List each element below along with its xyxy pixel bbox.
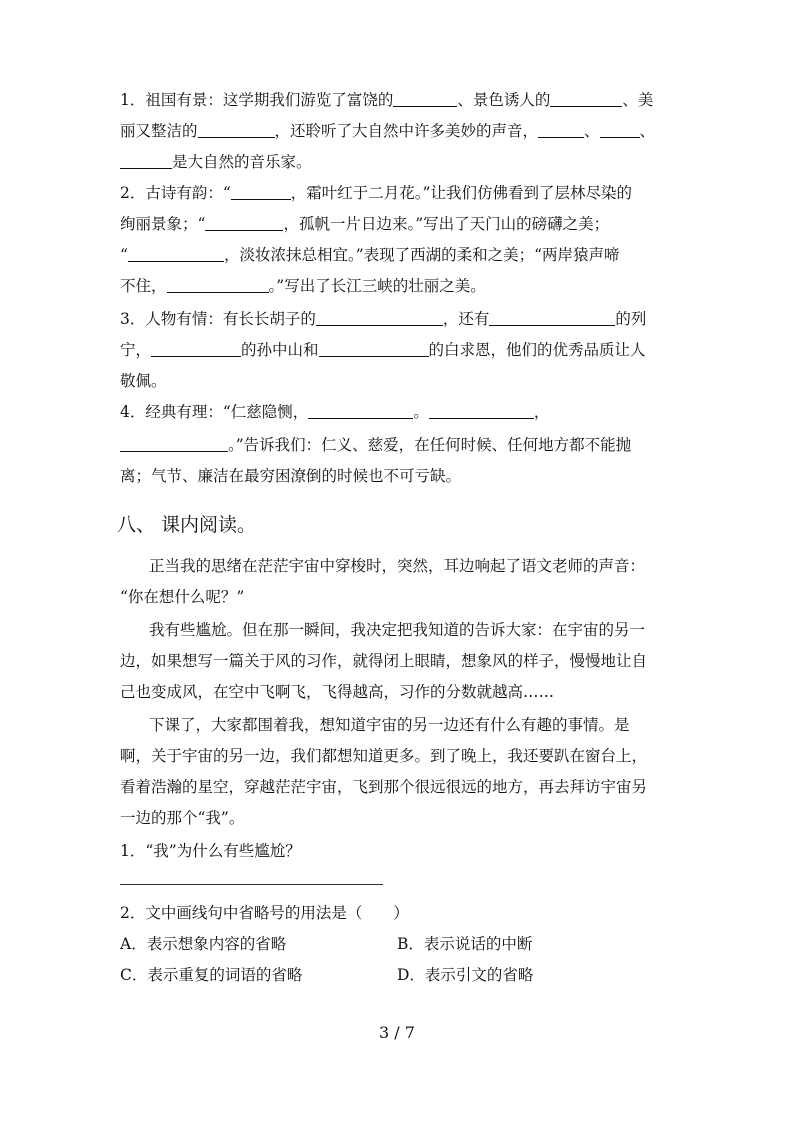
q4-line-2 <box>120 435 631 455</box>
passage-line: 下课了，大家都围着我，想知道宇宙的另一边还有什么有趣的事情。是 <box>149 716 630 734</box>
passage-line: 一边的那个“我”。 <box>120 809 245 827</box>
passage-line: 啊，关于宇宙的另一边，我们都想知道更多。到了晚上，我还要趴在窗台上， <box>120 747 648 765</box>
option-d[interactable]: D．表示引文的省略 <box>397 966 534 984</box>
passage-line: 我有些尴尬。但在那一瞬间，我决定把我知道的告诉大家：在宇宙的另一 <box>149 621 646 639</box>
option-b[interactable]: B．表示说话的中断 <box>397 935 533 953</box>
q2-text: 。”写出了长江三峡的壮丽之美。 <box>268 277 486 295</box>
q3-line-2 <box>120 340 646 360</box>
q2-text: “ <box>120 246 128 264</box>
q4-line-1 <box>120 402 549 422</box>
option-c[interactable]: C．表示重复的词语的省略 <box>120 966 303 984</box>
fill-blank[interactable] <box>600 122 640 138</box>
q1-text: 、美 <box>622 91 654 109</box>
q3-line-1 <box>120 309 646 329</box>
q4-text: ， <box>533 403 550 421</box>
q1-line-3 <box>120 152 312 172</box>
q4-text: 离；气节、廉洁在最穷困潦倒的时候也不可亏缺。 <box>120 467 462 485</box>
q1-text: 1．祖国有景：这学期我们游览了富饶的 <box>120 91 394 109</box>
q2-line-3 <box>120 245 620 265</box>
fill-blank[interactable] <box>538 122 584 138</box>
fill-blank[interactable] <box>319 341 429 357</box>
q2-text: 2．古诗有韵：“ <box>120 184 231 202</box>
fill-blank[interactable] <box>393 91 457 107</box>
q1-line-2 <box>120 121 655 141</box>
passage-line: 边，如果想写一篇关于风的习作，就得闭上眼睛，想象风的样子，慢慢地让自 <box>120 652 648 670</box>
q2-text: 绚丽景象；“ <box>120 215 206 233</box>
reading-question-1: 1．“我”为什么有些尴尬？ <box>120 842 301 860</box>
q1-text: 是大自然的音乐家。 <box>172 153 312 171</box>
section-heading: 八、 课内阅读。 <box>117 514 257 536</box>
fill-blank[interactable] <box>429 403 534 419</box>
q1-text: 丽又整洁的 <box>120 122 198 140</box>
page-number: 3 / 7 <box>379 1023 415 1042</box>
q2-line-1 <box>120 183 632 203</box>
q3-text: 的白求恩，他们的优秀品质让人 <box>428 341 646 359</box>
fill-blank[interactable] <box>205 215 283 231</box>
q3-text: 宁， <box>120 341 152 359</box>
q2-line-4 <box>120 276 486 296</box>
answer-line[interactable] <box>120 884 383 885</box>
passage-line-underlined: 己也变成风，在空中飞啊飞，飞得越高，习作的分数就越高…… <box>120 683 555 701</box>
q1-text: 、 <box>584 122 600 140</box>
fill-blank[interactable] <box>489 310 615 326</box>
q4-text: 。”告诉我们：仁义、慈爱，在任何时候、任何地方都不能抛 <box>228 436 632 454</box>
q4-text: 。 <box>413 403 429 421</box>
q2-text: 不住， <box>120 277 167 295</box>
fill-blank[interactable] <box>231 184 291 200</box>
fill-blank[interactable] <box>120 153 172 169</box>
q2-text: ，淡妆浓抹总相宜。”表现了西湖的柔和之美；“两岸猿声啼 <box>223 246 620 264</box>
fill-blank[interactable] <box>550 91 622 107</box>
q3-text: ，还有 <box>442 310 490 328</box>
q3-text: 的孙中山和 <box>241 341 319 359</box>
fill-blank[interactable] <box>151 341 241 357</box>
fill-blank[interactable] <box>308 403 413 419</box>
fill-blank[interactable] <box>198 122 275 138</box>
q1-text: 、景色诱人的 <box>457 91 551 109</box>
q1-line-1 <box>120 90 653 110</box>
q4-text: 4．经典有理：“仁慈隐恻， <box>120 403 309 421</box>
fill-blank[interactable] <box>316 310 443 326</box>
passage-line: 看着浩瀚的星空，穿越茫茫宇宙，飞到那个很远很远的地方，再去拜访宇宙另 <box>120 778 648 796</box>
q3-text: 敬佩。 <box>120 372 167 390</box>
reading-question-2: 2．文中画线句中省略号的用法是（ ） <box>120 904 409 922</box>
fill-blank[interactable] <box>120 436 228 452</box>
option-a[interactable]: A．表示想象内容的省略 <box>120 935 287 953</box>
passage-line: 正当我的思绪在茫茫宇宙中穿梭时，突然，耳边响起了语文老师的声音： <box>149 557 646 575</box>
passage-line: “你在想什么呢？” <box>120 588 245 606</box>
q3-line-3 <box>120 371 167 391</box>
fill-blank[interactable] <box>167 277 269 293</box>
q3-text: 的列 <box>615 310 647 328</box>
fill-blank[interactable] <box>128 246 224 262</box>
q3-text: 3．人物有情：有长长胡子的 <box>120 310 316 328</box>
q4-line-3 <box>120 466 461 486</box>
q2-text: ，霜叶红于二月花。”让我们仿佛看到了层林尽染的 <box>290 184 632 202</box>
q1-text: ，还聆听了大自然中许多美妙的声音， <box>274 122 539 140</box>
q1-text: 、 <box>639 122 656 140</box>
q2-text: ，孤帆一片日边来。”写出了天门山的磅礴之美； <box>283 215 610 233</box>
q2-line-2 <box>120 214 609 234</box>
